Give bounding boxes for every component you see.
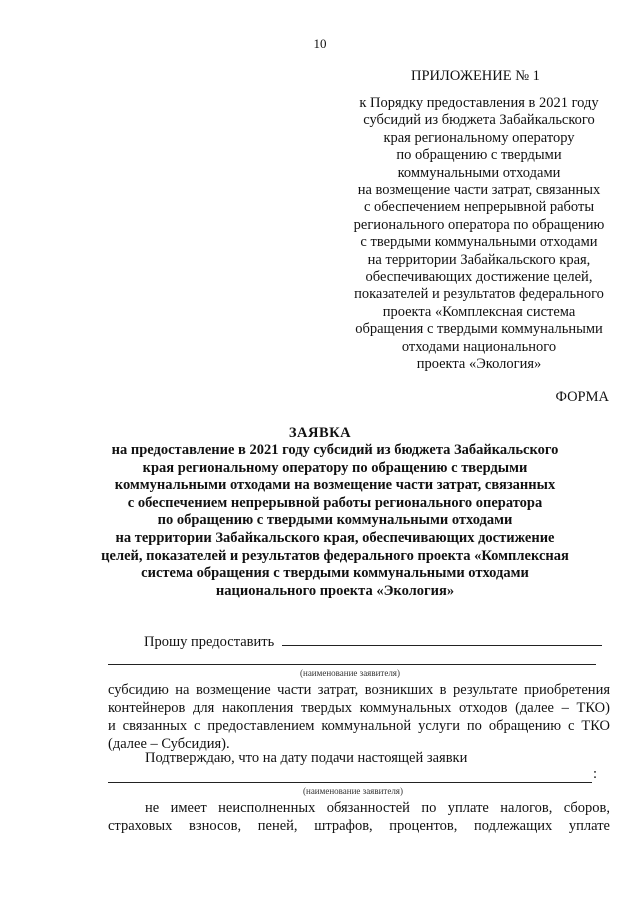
appendix-line: проекта «Экология» (416, 356, 542, 373)
appendix-line: края региональному оператору (383, 129, 575, 146)
appendix-line: на возмещение части затрат, связанных (357, 182, 601, 199)
appendix-line: регионального оператора по обращению (353, 216, 605, 233)
appendix-line: с обеспечением непрерывной работы (363, 199, 595, 216)
form-label: ФОРМА (555, 389, 609, 405)
appendix-line: показателей и результатов федерального (354, 286, 604, 303)
appendix-line: обеспечивающих достижение целей, (365, 269, 593, 286)
subsidy-line: и связанных с предоставлением коммунальной услуги по обращению с ТКО (108, 718, 610, 734)
appendix-title: ПРИЛОЖЕНИЕ № 1 (411, 68, 540, 84)
request-subtitle (100, 442, 570, 600)
subsidy-line: (далее – Субсидия). (108, 736, 230, 752)
subsidy-line: субсидию на возмещение части затрат, возникших в результате приобретения (108, 682, 610, 698)
confirm-text: Подтверждаю, что на дату подачи настоящей заявки (145, 750, 468, 766)
appendix-line: обращения с твердыми коммунальными (355, 321, 603, 338)
request-subtitle-line: с обеспечением непрерывной работы регионального оператора (127, 494, 543, 511)
applicant-caption: (наименование заявителя) (300, 668, 400, 678)
page-number: 10 (313, 36, 327, 51)
appendix-reference (330, 95, 628, 374)
request-title: ЗАЯВКА (288, 425, 352, 441)
obligation-paragraph (145, 799, 610, 817)
request-subtitle-line: на предоставление в 2021 году субсидий из бюджета Забайкальского (111, 442, 559, 458)
request-subtitle-line: по обращению с твердыми коммунальными отходами (157, 512, 513, 529)
request-subtitle-line: национального проекта «Экология» (215, 582, 455, 599)
applicant-name-rule-2[interactable] (108, 782, 592, 783)
request-subtitle-line: коммунальными отходами на возмещение части затрат, связанных (114, 477, 556, 494)
request-subtitle-line: целей, показателей и результатов федерального проекта «Комплексная (101, 547, 569, 564)
appendix-line: проекта «Комплексная система (382, 303, 576, 320)
applicant-name-rule[interactable] (108, 664, 596, 665)
appendix-line: субсидий из бюджета Забайкальского (363, 112, 595, 129)
appendix-line: отходами национального (401, 338, 557, 355)
subsidy-line: контейнеров для накопления твердых коммунальных отходов (далее – ТКО) (108, 700, 610, 716)
request-subtitle-line: система обращения с твердыми коммунальными отходами (141, 565, 529, 582)
request-line (144, 633, 602, 651)
appendix-line: с твердыми коммунальными отходами (360, 234, 598, 251)
appendix-line: на территории Забайкальского края, (367, 251, 591, 268)
obligation-paragraph-cont (108, 817, 610, 835)
appendix-line: к Порядку предоставления в 2021 году (359, 95, 599, 111)
appendix-line: коммунальными отходами (397, 164, 561, 181)
appendix-line: по обращению с твердыми (396, 147, 562, 164)
obligation-line: страховых взносов, пеней, штрафов, процентов, подлежащих уплате (108, 818, 610, 834)
request-prefix: Прошу предоставить (144, 634, 275, 650)
colon: : (593, 766, 598, 782)
applicant-name-blank[interactable] (282, 633, 602, 646)
subsidy-paragraph (108, 681, 610, 753)
obligation-line: не имеет неисполненных обязанностей по уплате налогов, сборов, (145, 800, 610, 816)
request-subtitle-line: края региональному оператору по обращению с твердыми (142, 459, 528, 476)
request-subtitle-line: на территории Забайкальского края, обеспечивающих достижение (115, 529, 555, 546)
applicant-caption-2: (наименование заявителя) (303, 786, 403, 796)
